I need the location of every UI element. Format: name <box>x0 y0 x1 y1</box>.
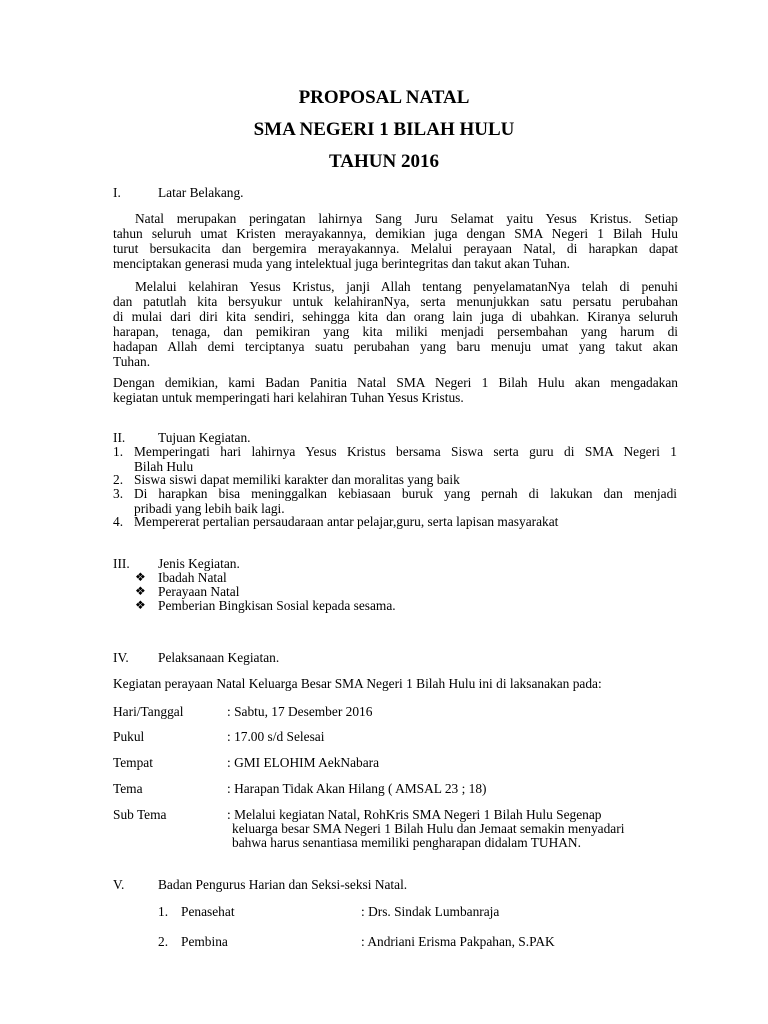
section-4-intro: Kegiatan perayaan Natal Keluarga Besar SMA Negeri 1 Bilah Hulu ini di laksanakan pada: <box>113 676 602 691</box>
title-line-2: SMA NEGERI 1 BILAH HULU <box>253 119 515 140</box>
list-item-line: Mempererat pertalian persaudaraan antar pelajar,guru, serta lapisan masyarakat <box>134 514 559 529</box>
list-item <box>134 444 677 474</box>
list-item <box>134 472 677 487</box>
paragraph-3-line: Dengan demikian, kami Badan Panitia Natal SMA Negeri 1 Bilah Hulu akan mengadakan <box>113 375 678 390</box>
section-2-heading: Tujuan Kegiatan. <box>158 430 251 445</box>
paragraph-1 <box>113 211 678 271</box>
list-item <box>134 486 677 516</box>
detail-value-continuation: keluarga besar SMA Negeri 1 Bilah Hulu dan Jemaat semakin menyadari <box>232 821 625 836</box>
paragraph-2-line: dan patutlah kita bersyukur untuk kelahiranNya, serta menunjukkan satu persatu perubahan <box>113 294 678 309</box>
paragraph-2-line: harapan, tenaga, dan pemikiran yang kita miliki menjadi persembahan yang harum di <box>113 324 678 339</box>
list-item-line: Bilah Hulu <box>134 459 194 474</box>
paragraph-1-line: turut bersukacita dan bergemira merayakannya. Melalui perayaan Natal, di harapkan dapat <box>113 241 678 256</box>
bullet-item: Ibadah Natal <box>158 570 227 585</box>
title-line-1: PROPOSAL NATAL <box>298 87 470 108</box>
title-line-3: TAHUN 2016 <box>329 151 439 172</box>
paragraph-2 <box>113 279 678 369</box>
list-item-number: 4. <box>113 514 124 529</box>
section-3-number: III. <box>113 556 130 571</box>
list-item <box>134 514 677 529</box>
list-item-line: pribadi yang lebih baik lagi. <box>134 501 285 516</box>
paragraph-1-line: tahun seluruh umat Kristen merayakannya, demikian juga dengan SMA Negeri 1 Bilah Hulu <box>113 226 678 241</box>
bullet-item: Pemberian Bingkisan Sosial kepada sesama. <box>158 598 396 613</box>
detail-label: Hari/Tanggal <box>113 704 184 719</box>
section-5-number: V. <box>113 877 125 892</box>
paragraph-2-line: hadapan Allah demi terciptanya suatu perubahan yang baru menuju umat yang takut akan <box>113 339 678 354</box>
diamond-bullet-icon: ❖ <box>135 598 146 612</box>
paragraph-3-line: kegiatan untuk memperingati hari kelahiran Tuhan Yesus Kristus. <box>113 390 464 405</box>
paragraph-1-line: Natal merupakan peringatan lahirnya Sang Juru Selamat yaitu Yesus Kristus. Setiap <box>135 211 678 226</box>
section-2-number: II. <box>113 430 126 445</box>
list-item-line: Di harapkan bisa meninggalkan kebiasaan buruk yang pernah di lakukan dan menjadi <box>134 486 677 501</box>
section-4-number: IV. <box>113 650 129 665</box>
section-1-number: I. <box>113 185 121 200</box>
list-item-line: Memperingati hari lahirnya Yesus Kristus bersama Siswa serta guru di SMA Negeri 1 <box>134 444 677 459</box>
detail-label: Tema <box>113 781 143 796</box>
detail-label: Pukul <box>113 729 145 744</box>
section-3-heading: Jenis Kegiatan. <box>158 556 240 571</box>
detail-value: : 17.00 s/d Selesai <box>227 729 325 744</box>
list-item-number: 1. <box>113 444 124 459</box>
detail-value: : Melalui kegiatan Natal, RohKris SMA Negeri 1 Bilah Hulu Segenap <box>227 807 602 822</box>
paragraph-1-line: menciptakan generasi muda yang intelektual juga berintegritas dan takut akan Tuhan. <box>113 256 571 271</box>
list-item-number: 3. <box>113 486 124 501</box>
list-item-line: Siswa siswi dapat memiliki karakter dan moralitas yang baik <box>134 472 460 487</box>
staff-name: : Andriani Erisma Pakpahan, S.PAK <box>361 934 555 949</box>
detail-value-continuation: bahwa harus senantiasa memiliki pengharapan didalam TUHAN. <box>232 835 581 850</box>
detail-value: : Sabtu, 17 Desember 2016 <box>227 704 373 719</box>
diamond-bullet-icon: ❖ <box>135 584 146 598</box>
staff-name: : Drs. Sindak Lumbanraja <box>361 904 500 919</box>
paragraph-2-line: Melalui kelahiran Yesus Kristus, janji Allah tentang penyelamatanNya telah di penuhi <box>135 279 678 294</box>
staff-number: 2. <box>158 934 169 949</box>
paragraph-2-line: di mulai dari diri kita sendiri, sehingga kita dan orang lain juga di ubahkan. Kiranya seluruh <box>113 309 678 324</box>
diamond-bullet-icon: ❖ <box>135 570 146 584</box>
detail-label: Tempat <box>113 755 153 770</box>
section-4-heading: Pelaksanaan Kegiatan. <box>158 650 280 665</box>
detail-value: : GMI ELOHIM AekNabara <box>227 755 380 770</box>
section-1-heading: Latar Belakang. <box>158 185 244 200</box>
list-item-number: 2. <box>113 472 124 487</box>
paragraph-3 <box>113 375 678 405</box>
staff-number: 1. <box>158 904 169 919</box>
paragraph-2-line: Tuhan. <box>113 354 151 369</box>
staff-role: Pembina <box>181 934 228 949</box>
detail-value: : Harapan Tidak Akan Hilang ( AMSAL 23 ; 18) <box>227 781 487 796</box>
staff-role: Penasehat <box>181 904 235 919</box>
section-5-heading: Badan Pengurus Harian dan Seksi-seksi Natal. <box>158 877 408 892</box>
bullet-item: Perayaan Natal <box>158 584 240 599</box>
detail-label: Sub Tema <box>113 807 167 822</box>
